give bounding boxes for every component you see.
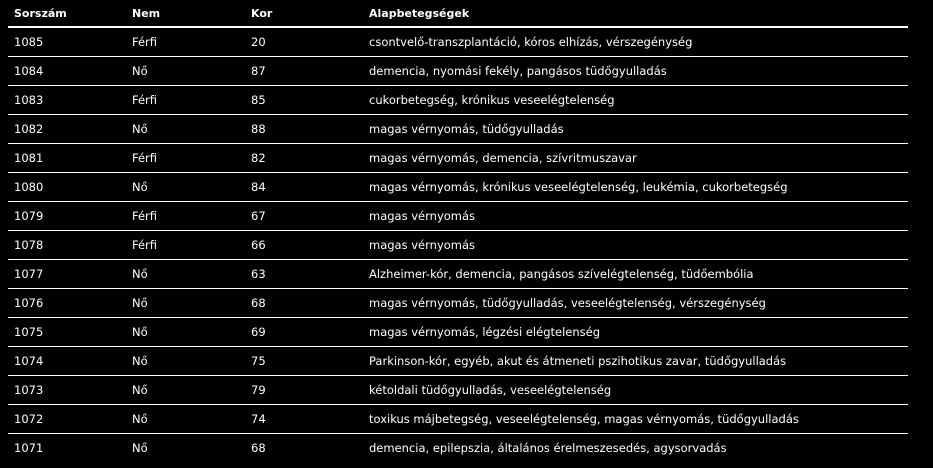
patients-table xyxy=(8,0,908,462)
cell-sorszam: 1075 xyxy=(8,318,126,347)
cell-sorszam: 1072 xyxy=(8,405,126,434)
cell-sorszam: 1076 xyxy=(8,289,126,318)
cell-nem: Nő xyxy=(126,347,245,376)
cell-sorszam: 1082 xyxy=(8,115,126,144)
header-alapbetegsegek[interactable]: Alapbetegségek xyxy=(363,0,908,27)
cell-sorszam: 1080 xyxy=(8,173,126,202)
table-row[interactable] xyxy=(8,289,908,318)
cell-alapbetegsegek: demencia, nyomási fekély, pangásos tüdőgyulladás xyxy=(363,57,908,86)
cell-kor: 74 xyxy=(245,405,363,434)
cell-nem: Férfi xyxy=(126,202,245,231)
table-row[interactable] xyxy=(8,405,908,434)
cell-sorszam: 1074 xyxy=(8,347,126,376)
table-row[interactable] xyxy=(8,144,908,173)
cell-nem: Nő xyxy=(132,441,148,455)
header-sorszam[interactable]: Sorszám xyxy=(8,0,126,27)
cell-sorszam: 1073 xyxy=(8,376,126,405)
cell-kor: 67 xyxy=(245,202,363,231)
cell-sorszam: 1085 xyxy=(8,27,126,57)
table-header-row xyxy=(8,0,908,27)
cell-nem: Férfi xyxy=(126,231,245,260)
cell-sorszam: 1078 xyxy=(8,231,126,260)
cell-nem: Nő xyxy=(126,376,245,405)
table-row[interactable] xyxy=(8,318,908,347)
table-row[interactable] xyxy=(8,202,908,231)
cell-kor: 68 xyxy=(245,289,363,318)
cell-kor: 82 xyxy=(245,144,363,173)
cell-kor: 20 xyxy=(245,27,363,57)
cell-alapbetegsegek: kétoldali tüdőgyulladás, veseelégtelenség xyxy=(363,376,908,405)
cell-alapbetegsegek: cukorbetegség, krónikus veseelégtelenség xyxy=(363,86,908,115)
cell-kor: 63 xyxy=(245,260,363,289)
cell-sorszam: 1084 xyxy=(8,57,126,86)
cell-nem: Férfi xyxy=(126,27,245,57)
cell-alapbetegsegek: magas vérnyomás xyxy=(363,231,908,260)
cell-alapbetegsegek: Alzheimer-kór, demencia, pangásos szívelégtelenség, tüdőembólia xyxy=(363,260,908,289)
cell-kor: 66 xyxy=(245,231,363,260)
cell-sorszam: 1077 xyxy=(8,260,126,289)
header-kor[interactable]: Kor xyxy=(245,0,363,27)
cell-alapbetegsegek: magas vérnyomás, krónikus veseelégtelenség, leukémia, cukorbetegség xyxy=(363,173,908,202)
cell-alapbetegsegek: magas vérnyomás, légzési elégtelenség xyxy=(363,318,908,347)
cell-kor: 79 xyxy=(245,376,363,405)
table-row[interactable] xyxy=(8,27,908,57)
table-row[interactable] xyxy=(8,57,908,86)
cell-sorszam: 1071 xyxy=(14,441,44,455)
cell-alapbetegsegek: csontvelő-transzplantáció, kóros elhízás, vérszegénység xyxy=(363,27,908,57)
cell-alapbetegsegek: magas vérnyomás xyxy=(363,202,908,231)
cell-kor: 85 xyxy=(245,86,363,115)
cell-alapbetegsegek: magas vérnyomás, tüdőgyulladás xyxy=(363,115,908,144)
table-row[interactable] xyxy=(8,115,908,144)
cell-nem: Nő xyxy=(126,115,245,144)
table-row[interactable] xyxy=(8,231,908,260)
cell-nem: Nő xyxy=(126,289,245,318)
cell-alapbetegsegek: toxikus májbetegség, veseelégtelenség, magas vérnyomás, tüdőgyulladás xyxy=(363,405,908,434)
table-row[interactable] xyxy=(8,347,908,376)
table-row[interactable] xyxy=(8,260,908,289)
cell-nem: Férfi xyxy=(126,144,245,173)
cell-kor: 75 xyxy=(245,347,363,376)
table-body xyxy=(8,27,908,462)
cell-kor: 69 xyxy=(245,318,363,347)
cell-alapbetegsegek: Parkinson-kór, egyéb, akut és átmeneti pszihotikus zavar, tüdőgyulladás xyxy=(363,347,908,376)
header-nem[interactable]: Nem xyxy=(126,0,245,27)
cell-alapbetegsegek: demencia, epilepszia, általános érelmeszesedés, agysorvadás xyxy=(369,441,727,455)
table-row[interactable] xyxy=(8,173,908,202)
cell-kor: 68 xyxy=(251,441,266,455)
cell-kor: 88 xyxy=(245,115,363,144)
cell-kor: 84 xyxy=(245,173,363,202)
cell-nem: Nő xyxy=(126,57,245,86)
cell-nem: Nő xyxy=(126,173,245,202)
cell-sorszam: 1079 xyxy=(8,202,126,231)
table-row[interactable] xyxy=(8,86,908,115)
cell-alapbetegsegek: magas vérnyomás, tüdőgyulladás, veseelégtelenség, vérszegénység xyxy=(363,289,908,318)
cell-sorszam: 1083 xyxy=(8,86,126,115)
table-row[interactable] xyxy=(8,376,908,405)
cell-alapbetegsegek: magas vérnyomás, demencia, szívritmuszavar xyxy=(363,144,908,173)
cell-nem: Férfi xyxy=(126,86,245,115)
cell-nem: Nő xyxy=(126,405,245,434)
cell-sorszam: 1081 xyxy=(8,144,126,173)
cell-kor: 87 xyxy=(245,57,363,86)
cell-nem: Nő xyxy=(126,260,245,289)
cell-nem: Nő xyxy=(126,318,245,347)
table-row[interactable] xyxy=(8,434,908,463)
